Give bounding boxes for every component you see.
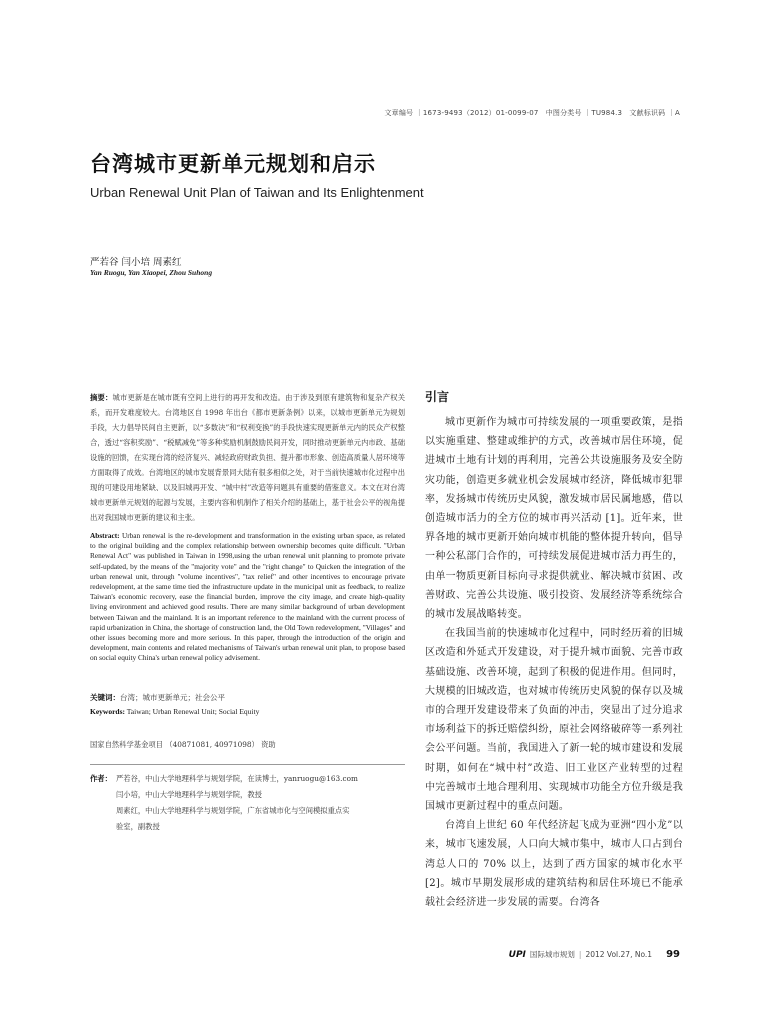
body-paragraph: 在我国当前的快速城市化过程中，同时经历着的旧城区改造和外延式开发建设，对于提升城市面貌、完善市政基础设施、改善环境，起到了积极的促进作用。但同时，大规模的旧城改造，也对城市传统历史风貌的保存以及城市的合理开发建设带来了负面的冲击，突显出了过分追求市场利益下的拆迁赔偿纠纷，原社会网络破碎等一系列社会公平问题。当前，我国进入了新一轮的城市建设和发展时期，如何在“城中村”改造、旧工业区产业转型的过程中完善城市土地合理利用、实现城市功能全方位升级是我国城市更新过程中的重点问题。 xyxy=(425,628,683,813)
author-info-row xyxy=(90,771,405,835)
author-info-lines xyxy=(116,771,358,835)
author-info-line: 验室，副教授 xyxy=(116,821,160,831)
abstract-chinese xyxy=(90,390,405,525)
author-info xyxy=(90,771,405,835)
title-chinese: 台湾城市更新单元规划和启示 xyxy=(90,152,376,176)
keywords-english-text: Taiwan; Urban Renewal Unit; Social Equity xyxy=(126,706,260,716)
journal-logo: UPI xyxy=(508,950,526,960)
title-english: Urban Renewal Unit Plan of Taiwan and Its Enlightenment xyxy=(90,185,424,200)
body-paragraph: 城市更新作为城市可持续发展的一项重要政策，是指以实施重建、整建或维护的方式，改善城市居住环境，促进城市土地有计划的再利用，完善公共设施服务及安全防灾功能，创造更多就业机会发展城市经济，降低城市犯罪率，发扬城市传统历史风貌，激发城市居民属地感，借以创造城市活力的全方位的城市再兴活动 [1]。近年来，世界各地的城市更新开始向城市机能的整体提升转向，倡导一种公私部门合作的，可持续发展促进城市活力再生的，由单一物质更新目标向寻求提供就业、解决城市贫困、改善财政、完善公共设施、吸引投资、发展经济等系统综合的城市发展战略转变。 xyxy=(425,417,683,621)
body-paragraph: 台湾自上世纪 60 年代经济起飞成为亚洲“四小龙”以来，城市飞速发展，人口向大城市集中，城市人口占到台湾总人口的 70% 以上，达到了西方国家的城市化水平 [2]。城市早期发展形成的建筑结构和居住环境已不能承载社会经济进一步发展的需要。台湾各 xyxy=(425,820,683,909)
abstract-chinese-label: 摘要： xyxy=(90,393,113,402)
keywords-chinese-label: 关键词： xyxy=(90,692,120,702)
fund-note: 国家自然科学基金项目 （40871081, 40971098） 资助 xyxy=(90,739,276,749)
author-info-line: 闫小培，中山大学地理科学与规划学院，教授 xyxy=(116,789,262,799)
keywords-chinese xyxy=(90,692,405,703)
journal-name: 国际城市规划 xyxy=(529,950,575,959)
abstract-english-text: Urban renewal is the re-development and transformation in the existing urban space, as related to the original building and the complex relationship between ownership becomes quite difficult. "Urban Renewal Act" was published in Taiwan in 1998,using the urban renewal unit planning to promote private self-updated, by the means of the "majority vote" and the "right change" to Quicken the integration of the urban renewal unit, through "volume incentives", "tax relief" and other incentives to encourage private redevelopment, at the same time tied the infrastructure update in the municipal unit as feedback, to realize Taiwan's economic recovery, ease the financial burden, improve the city image, and create high-quality living environment and achieved good results. There are many similar background of urban development between Taiwan and the mainland. It is an important reference to the mainland with the current process of rapid urbanization in China, the shortage of construction land, the Old Town redevelopment, "Villages" and other issues becoming more and more serious. In this paper, through the introduction of the origin and development, main contents and related mechanisms of Taiwan's urban renewal unit plan, to propose based on social equity China's urban renewal policy advisement. xyxy=(90,531,405,663)
keywords-chinese-text: 台湾；城市更新单元；社会公平 xyxy=(120,692,225,702)
abstract-english xyxy=(90,531,405,664)
authors-chinese: 严若谷 闫小培 周素红 xyxy=(90,257,182,268)
section-heading: 引言 xyxy=(425,390,450,404)
authors-english: Yan Ruogu, Yan Xiaopei, Zhou Suhong xyxy=(90,268,213,277)
abstract-column xyxy=(90,390,405,835)
keywords-english-label: Keywords: xyxy=(90,706,125,716)
footer-separator: | xyxy=(578,950,582,959)
keywords-english xyxy=(90,707,405,716)
page-number: 99 xyxy=(666,949,680,960)
abstract-english-label: Abstract: xyxy=(90,531,120,540)
author-info-line: 周素红，中山大学地理科学与规划学院，广东省城市化与空间模拟重点实 xyxy=(116,805,350,815)
journal-volume: 2012 Vol.27, No.1 xyxy=(585,950,653,959)
author-info-label: 作者： xyxy=(90,773,112,783)
page-footer xyxy=(509,949,680,960)
divider xyxy=(90,764,405,765)
body-column xyxy=(425,388,683,912)
abstract-chinese-text: 城市更新是在城市既有空间上进行的再开发和改造。由于涉及到原有建筑物和复杂产权关系，而开发难度较大。台湾地区自 1998 年出台《都市更新条例》以来，以城市更新单元为规划手段，大力倡导民间自主更新，以“多数决”和“权利变换”的手段快速实现更新单元内的民众产权整合，透过“容积奖励”、“税赋减免”等多种奖励机制鼓励民间开发，同时推动更新单元内市政、基础设施的回馈，在实现台湾的经济复兴、减轻政府财政负担、提升都市形象、创造高质量人居环境等方面取得了成效。台湾地区的城市发展背景同大陆有很多相似之处，对于当前快速城市化过程中出现的可建设用地紧缺、以及旧城再开发、“城中村”改造等问题具有重要的借鉴意义。本文在对台湾城市更新单元规划的起源与发展，主要内容和机制作了相关介绍的基础上，基于社会公平的视角提出对我国城市更新的建议和主张。 xyxy=(90,393,405,522)
author-info-line: 严若谷，中山大学地理科学与规划学院，在读博士，yanruogu@163.com xyxy=(116,773,358,783)
article-meta: 文章编号 ｜1673-9493（2012）01-0099-07 中图分类号 ｜TU984.3 文献标识码 ｜A xyxy=(384,109,680,117)
